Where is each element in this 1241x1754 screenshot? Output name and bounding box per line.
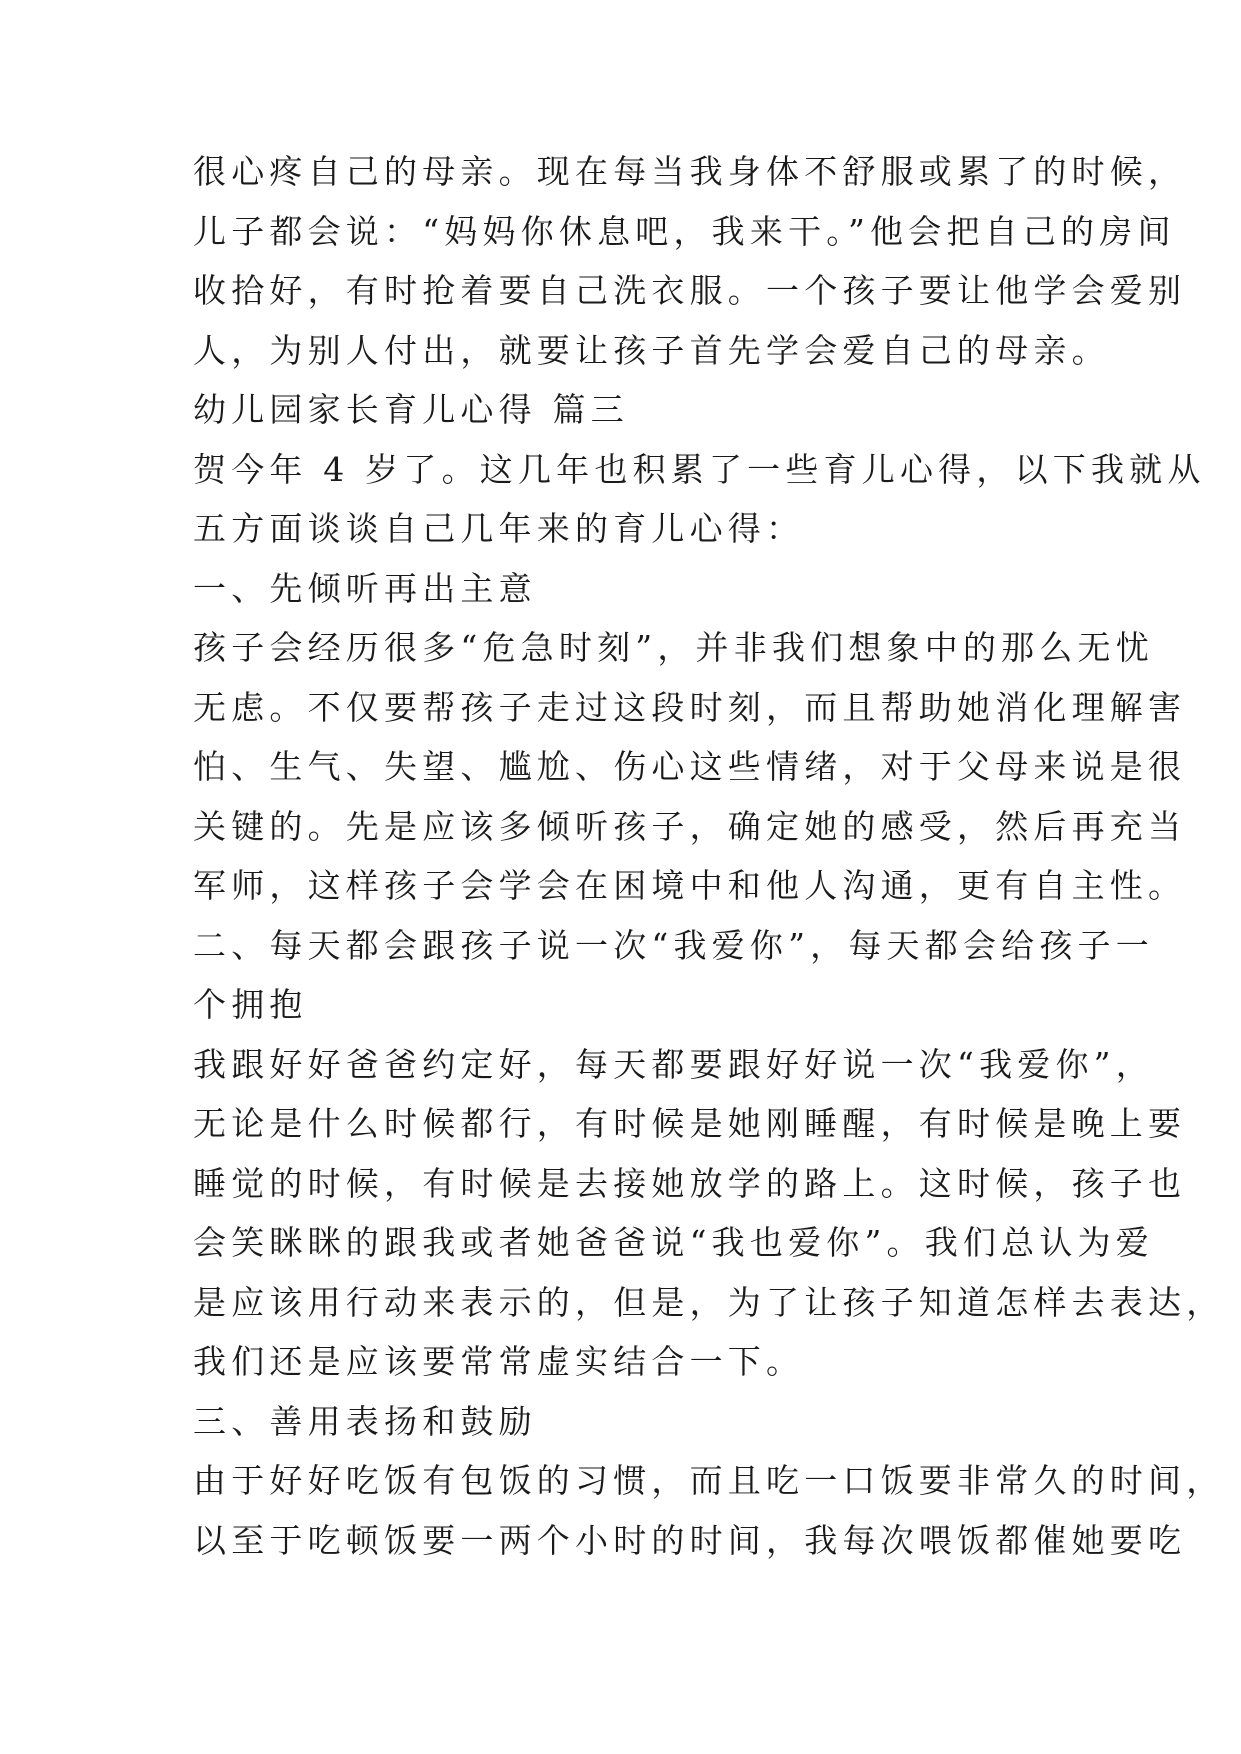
text-line: 很心疼自己的母亲。现在每当我身体不舒服或累了的时候， <box>193 152 1187 191</box>
text-line: 由于好好吃饭有包饭的习惯，而且吃一口饭要非常久的时间， <box>193 1461 1225 1500</box>
text-line: 收拾好，有时抢着要自己洗衣服。一个孩子要让他学会爱别 <box>193 271 1187 310</box>
text-line: 人，为别人付出，就要让孩子首先学会爱自己的母亲。 <box>193 330 1110 370</box>
subheading: 二、每天都会跟孩子说一次“我爱你”，每天都会给孩子一 <box>193 925 1154 965</box>
text-line: 无虑。不仅要帮孩子走过这段时刻，而且帮助她消化理解害 <box>193 687 1187 727</box>
text-line: 会笑眯眯的跟我或者她爸爸说“我也爱你”。我们总认为爱 <box>193 1223 1154 1262</box>
text-line: 我跟好好爸爸约定好，每天都要跟好好说一次“我爱你”， <box>193 1044 1154 1084</box>
text-line: 贺今年 4 岁了。这几年也积累了一些育儿心得，以下我就从 <box>193 449 1206 489</box>
document-body <box>193 142 1225 1570</box>
text-line: 孩子会经历很多“危急时刻”，并非我们想象中的那么无忧 <box>193 628 1154 667</box>
text-line: 怕、生气、失望、尴尬、伤心这些情绪，对于父母来说是很 <box>193 747 1187 786</box>
text-line: 儿子都会说：“妈妈你休息吧，我来干。”他会把自己的房间 <box>193 211 1176 251</box>
text-line: 是应该用行动来表示的，但是，为了让孩子知道怎样去表达， <box>193 1282 1225 1322</box>
subheading: 三、善用表扬和鼓励 <box>193 1401 537 1441</box>
text-line: 五方面谈谈自己几年来的育儿心得： <box>193 509 805 548</box>
subheading: 个拥抱 <box>193 985 308 1024</box>
text-line: 关键的。先是应该多倾听孩子，确定她的感受，然后再充当 <box>193 806 1187 846</box>
text-line: 睡觉的时候，有时候是去接她放学的路上。这时候，孩子也 <box>193 1163 1187 1203</box>
text-line: 无论是什么时候都行，有时候是她刚睡醒，有时候是晚上要 <box>193 1104 1187 1143</box>
text-line: 我们还是应该要常常虚实结合一下。 <box>193 1342 805 1381</box>
subheading: 一、先倾听再出主意 <box>193 568 537 608</box>
text-line: 军师，这样孩子会学会在困境中和他人沟通，更有自主性。 <box>193 866 1187 905</box>
section-heading: 幼儿园家长育儿心得 篇三 <box>193 390 629 429</box>
text-line: 以至于吃顿饭要一两个小时的时间，我每次喂饭都催她要吃 <box>193 1520 1187 1560</box>
